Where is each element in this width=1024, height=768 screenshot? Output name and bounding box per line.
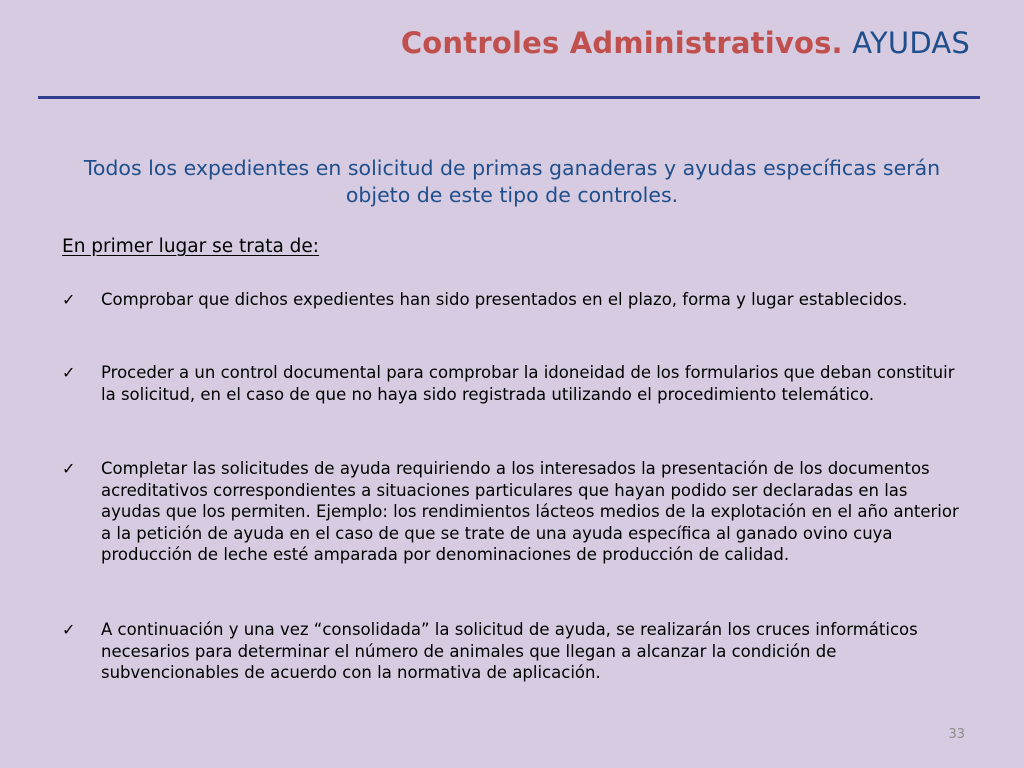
title-underline-divider	[38, 96, 980, 99]
slide-title-accent: AYUDAS	[852, 26, 970, 60]
bullet-item	[62, 458, 962, 566]
check-icon: ✓	[62, 620, 76, 639]
bullet-item	[62, 289, 962, 311]
slide-title-main: Controles Administrativos.	[400, 26, 843, 60]
bullet-text: A continuación y una vez “consolidada” la solicitud de ayuda, se realizarán los cruces informáticos necesarios para determinar el número de animales que llegan a alcanzar la condición de subvencionables de acuerdo con la normativa de aplicación.	[101, 620, 918, 682]
check-icon: ✓	[62, 459, 76, 478]
page-number: 33	[948, 727, 965, 742]
intro-paragraph: Todos los expedientes en solicitud de primas ganaderas y ayudas específicas serán objeto de este tipo de controles.	[83, 156, 941, 207]
bullet-text: Completar las solicitudes de ayuda requiriendo a los interesados la presentación de los documentos acreditativos correspondientes a situaciones particulares que hayan podido ser declaradas en las ayudas que los permiten. Ejemplo: los rendimientos lácteos medios de la explotación en el año anterior a la petición de ayuda en el caso de que se trate de una ayuda específica al ganado ovino cuya producción de leche esté amparada por denominaciones de producción de calidad.	[101, 459, 959, 564]
bullet-text: Comprobar que dichos expedientes han sido presentados en el plazo, forma y lugar establecidos.	[101, 290, 908, 309]
bullet-text: Proceder a un control documental para comprobar la idoneidad de los formularios que deban constituir la solicitud, en el caso de que no haya sido registrada utilizando el procedimiento telemático.	[101, 363, 955, 404]
check-icon: ✓	[62, 363, 76, 382]
slide-title	[401, 26, 970, 60]
lead-heading: En primer lugar se trata de:	[62, 236, 320, 257]
check-icon: ✓	[62, 290, 76, 309]
bullet-item	[62, 619, 962, 684]
bullet-item	[62, 362, 962, 405]
